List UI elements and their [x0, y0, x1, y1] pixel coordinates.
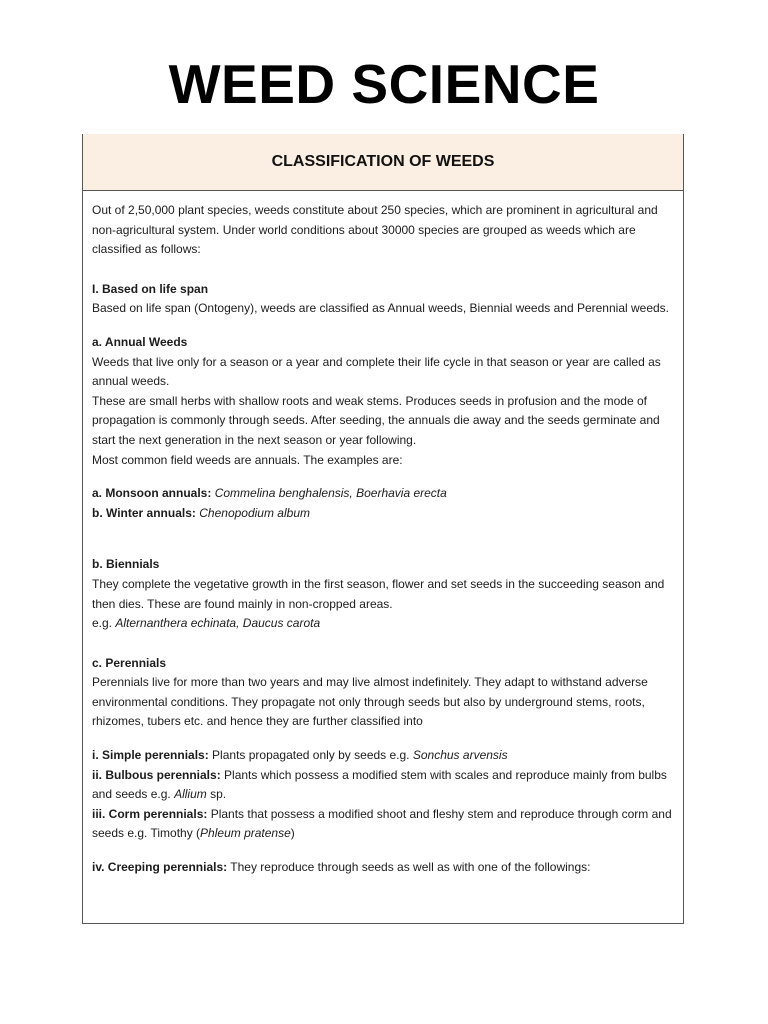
bulbous-suffix: sp. — [210, 787, 227, 802]
creeping-perennials — [92, 858, 675, 878]
perennials-heading: c. Perennials — [92, 655, 167, 670]
biennials-text: They complete the vegetative growth in the first season, flower and set seeds in the succeeding season and then dies. These are found mainly in non-cropped areas. — [92, 576, 665, 611]
winter-annuals — [92, 504, 675, 524]
bulbous-species: Allium — [174, 787, 207, 802]
content-body — [83, 191, 683, 878]
content-box — [82, 134, 684, 924]
annual-heading: a. Annual Weeds — [92, 334, 188, 349]
monsoon-species: Commelina benghalensis, Boerhavia erecta — [214, 486, 447, 501]
creeping-text: They reproduce through seeds as well as with one of the followings: — [230, 860, 591, 875]
annual-paragraph-1: Weeds that live only for a season or a year and complete their life cycle in that season or year are called as annual weeds. — [92, 354, 661, 389]
bulbous-text: Plants which possess a modified stem with scales and reproduce mainly from bulbs and seeds e.g. — [92, 767, 667, 802]
biennials-species: Alternanthera echinata, Daucus carota — [115, 616, 321, 631]
simple-text: Plants propagated only by seeds e.g. — [212, 748, 410, 763]
monsoon-annuals — [92, 484, 675, 504]
perennials-text: Perennials live for more than two years and may live almost indefinitely. They adapt to withstand adverse environmental conditions. They propagate not only through seeds but also by underground stems, roots, rhizomes, tubers etc. and hence they are further classified into — [92, 675, 648, 729]
biennials-example — [92, 614, 675, 634]
life-span-heading: I. Based on life span — [92, 281, 209, 296]
section-header: CLASSIFICATION OF WEEDS — [83, 134, 683, 191]
bulbous-perennials — [92, 766, 675, 805]
life-span-text: Based on life span (Ontogeny), weeds are classified as Annual weeds, Biennial weeds and Perennial weeds. — [92, 301, 670, 316]
intro-paragraph: Out of 2,50,000 plant species, weeds constitute about 250 species, which are prominent in agricultural and non-agricultural system. Under world conditions about 30000 species are grouped as weeds which are classified as follows: — [92, 203, 658, 257]
corm-suffix: ) — [290, 826, 295, 841]
monsoon-label: a. Monsoon annuals: — [92, 486, 212, 501]
eg-prefix: e.g. — [92, 616, 113, 631]
annual-paragraph-2: These are small herbs with shallow roots and weak stems. Produces seeds in profusion and the mode of propagation is commonly through seeds. After seeding, the annuals die away and the seeds germinate and start the next generation in the next season or year following. — [92, 393, 660, 447]
bulbous-label: ii. Bulbous perennials: — [92, 767, 221, 782]
simple-perennials — [92, 746, 675, 766]
page-title: WEED SCIENCE — [168, 53, 600, 115]
winter-label: b. Winter annuals: — [92, 505, 196, 520]
corm-text: Plants that possess a modified shoot and fleshy stem and reproduce through corm and seeds e.g. Timothy ( — [92, 806, 672, 841]
corm-species: Phleum pratense — [200, 826, 291, 841]
creeping-label: iv. Creeping perennials: — [92, 860, 228, 875]
biennials-heading: b. Biennials — [92, 557, 160, 572]
annual-paragraph-3: Most common field weeds are annuals. The examples are: — [92, 452, 403, 467]
simple-label: i. Simple perennials: — [92, 748, 209, 763]
winter-species: Chenopodium album — [199, 505, 310, 520]
corm-label: iii. Corm perennials: — [92, 806, 208, 821]
simple-species: Sonchus arvensis — [412, 748, 508, 763]
corm-perennials — [92, 805, 675, 844]
